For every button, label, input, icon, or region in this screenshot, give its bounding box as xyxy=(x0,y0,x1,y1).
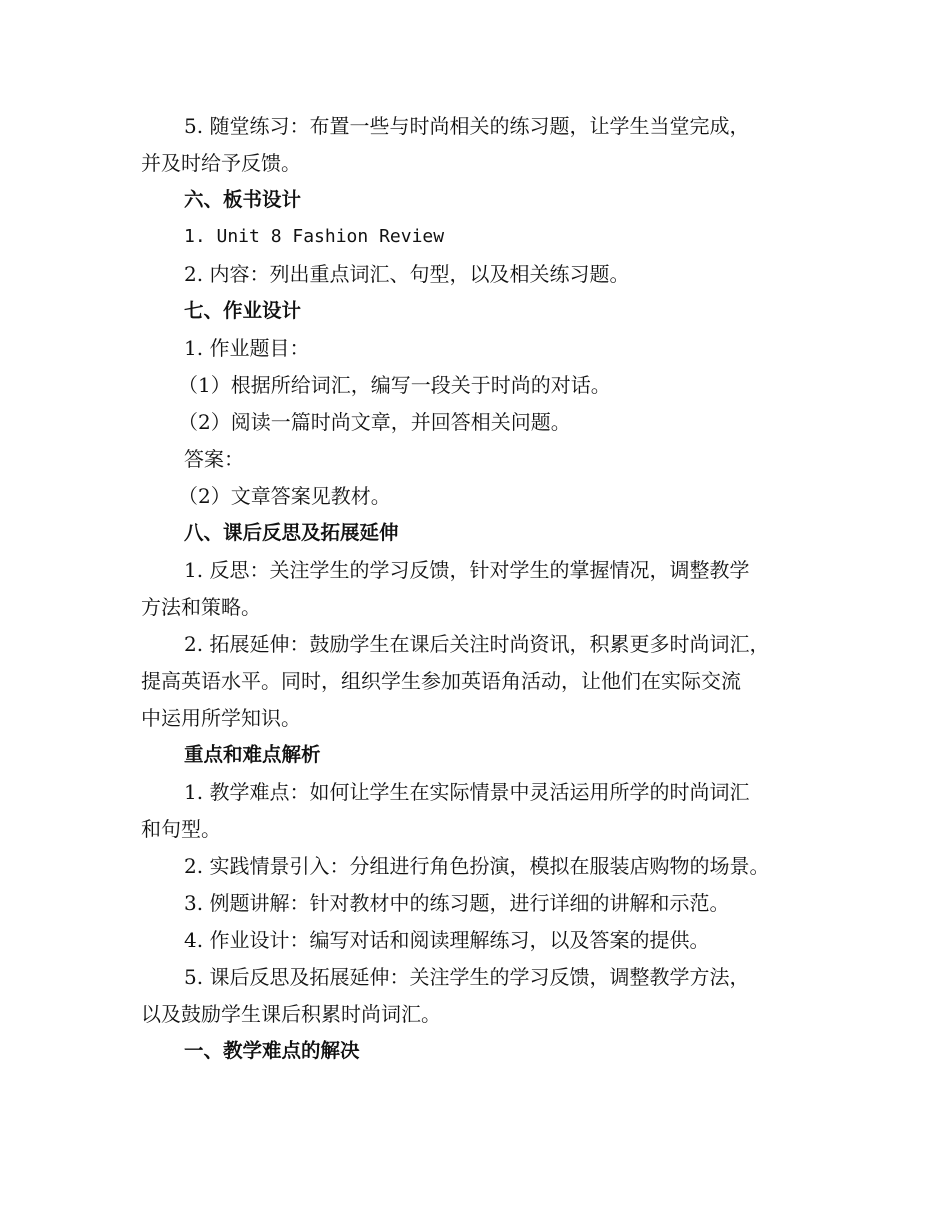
paragraph-reflection: 1. 反思：关注学生的学习反馈，针对学生的掌握情况，调整教学 xyxy=(184,558,750,582)
answer-item-2: （2）文章答案见教材。 xyxy=(178,484,391,508)
paragraph-reflection-cont: 方法和策略。 xyxy=(141,595,261,619)
list-item-homework-2: （2）阅读一篇时尚文章，并回答相关问题。 xyxy=(178,410,571,434)
paragraph-extension-cont-1: 提高英语水平。同时，组织学生参加英语角活动，让他们在实际交流 xyxy=(141,669,741,693)
paragraph-practice-cont: 并及时给予反馈。 xyxy=(141,151,301,175)
section-heading-reflection: 八、课后反思及拓展延伸 xyxy=(184,521,399,544)
list-item-homework-1: （1）根据所给词汇，编写一段关于时尚的对话。 xyxy=(178,373,611,397)
paragraph-difficulty-cont: 和句型。 xyxy=(141,817,221,841)
list-item-board-title: 1. Unit 8 Fashion Review xyxy=(184,226,445,247)
paragraph-extension: 2. 拓展延伸：鼓励学生在课后关注时尚资讯，积累更多时尚词汇， xyxy=(184,632,770,656)
answer-label: 答案： xyxy=(184,447,244,471)
paragraph-difficulty: 1. 教学难点：如何让学生在实际情景中灵活运用所学的时尚词汇 xyxy=(184,780,750,804)
list-item-homework-topic: 1. 作业题目： xyxy=(184,336,310,360)
section-heading-board-design: 六、板书设计 xyxy=(184,188,302,211)
section-heading-key-points: 重点和难点解析 xyxy=(184,743,321,766)
paragraph-homework-design: 4. 作业设计：编写对话和阅读理解练习，以及答案的提供。 xyxy=(184,928,710,952)
paragraph-scenario: 2. 实践情景引入：分组进行角色扮演，模拟在服装店购物的场景。 xyxy=(184,854,770,878)
paragraph-after-class-cont: 以及鼓励学生课后积累时尚词汇。 xyxy=(141,1002,441,1026)
paragraph-practice: 5. 随堂练习：布置一些与时尚相关的练习题，让学生当堂完成， xyxy=(184,114,750,138)
paragraph-extension-cont-2: 中运用所学知识。 xyxy=(141,706,301,730)
section-heading-homework: 七、作业设计 xyxy=(184,299,302,322)
list-item-board-content: 2. 内容：列出重点词汇、句型，以及相关练习题。 xyxy=(184,262,630,286)
section-heading-difficulty-solution: 一、教学难点的解决 xyxy=(184,1039,360,1062)
paragraph-after-class: 5. 课后反思及拓展延伸：关注学生的学习反馈，调整教学方法， xyxy=(184,965,750,989)
paragraph-examples: 3. 例题讲解：针对教材中的练习题，进行详细的讲解和示范。 xyxy=(184,891,730,915)
